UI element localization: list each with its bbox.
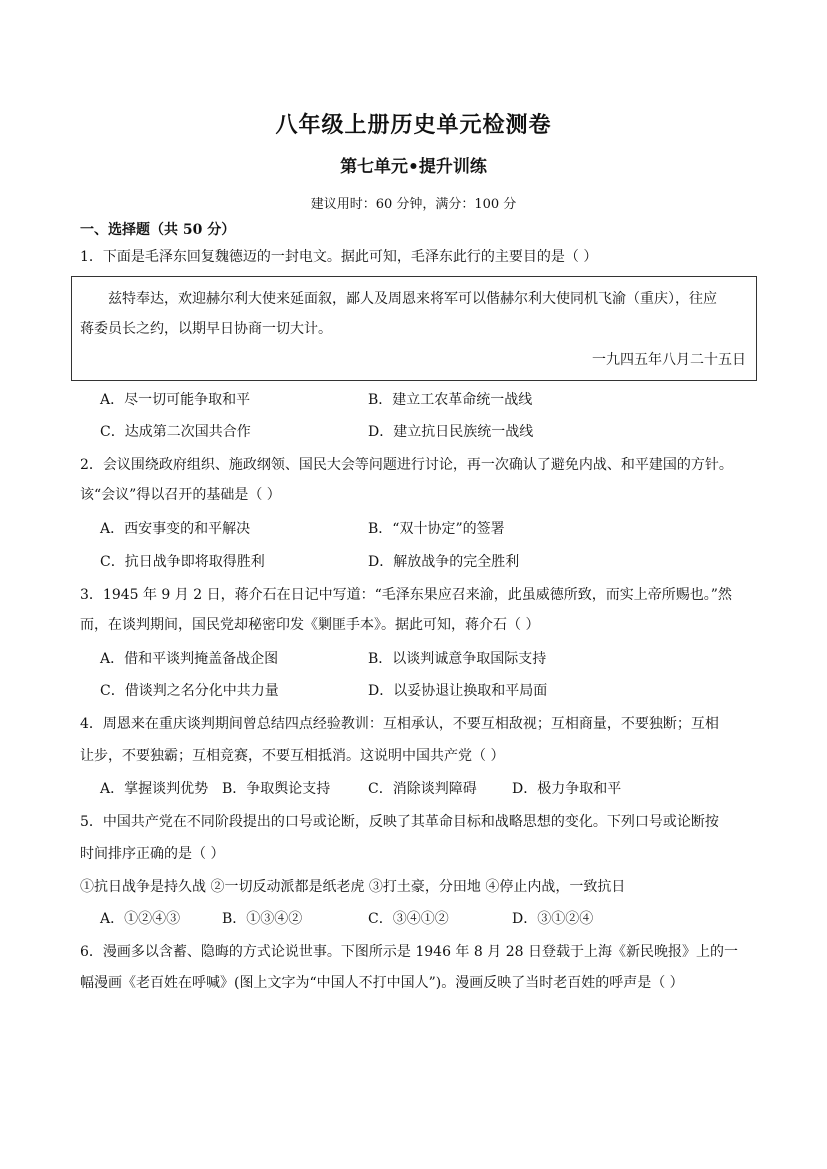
question-5-text-line-2: 时间排序正确的是（ ） — [80, 846, 225, 862]
question-3-option-a[interactable]: A．借和平谈判掩盖备战企图 — [100, 651, 279, 667]
question-4-option-c[interactable]: C．消除谈判障碍 — [368, 781, 477, 797]
question-1-option-c[interactable]: C．达成第二次国共合作 — [100, 424, 251, 440]
question-3-option-b[interactable]: B．以谈判诚意争取国际支持 — [368, 651, 547, 667]
question-5-option-a[interactable]: A．①②④③ — [100, 911, 181, 927]
question-4-option-d[interactable]: D．极力争取和平 — [512, 781, 622, 797]
question-1-text: 1．下面是毛泽东回复魏德迈的一封电文。据此可知，毛泽东此行的主要目的是（ ） — [80, 249, 598, 265]
question-3-option-c[interactable]: C．借谈判之名分化中共力量 — [100, 683, 279, 699]
section-heading: 一、选择题（共 50 分） — [80, 222, 236, 238]
question-1-quote-box — [71, 276, 757, 381]
question-1-option-a[interactable]: A．尽一切可能争取和平 — [100, 392, 251, 408]
question-2-option-d[interactable]: D．解放战争的完全胜利 — [368, 554, 520, 570]
question-2-text-line-1: 2．会议围绕政府组织、施政纲领、国民大会等问题进行讨论，再一次确认了避免内战、和平建国的方针。 — [80, 457, 733, 473]
question-3-option-d[interactable]: D．以妥协退让换取和平局面 — [368, 683, 548, 699]
question-3-text-line-2: 而，在谈判期间，国民党却秘密印发《剿匪手本》。据此可知，蒋介石（ ） — [80, 617, 540, 633]
question-2-option-b[interactable]: B．“双十协定”的签署 — [368, 521, 505, 537]
time-note: 建议用时：60 分钟，满分：100 分 — [310, 197, 517, 212]
question-5-items: ①抗日战争是持久战 ②一切反动派都是纸老虎 ③打土豪，分田地 ④停止内战，一致抗日 — [80, 879, 626, 895]
question-5-option-b[interactable]: B．①③④② — [222, 911, 303, 927]
question-5-text-line-1: 5．中国共产党在不同阶段提出的口号或论断，反映了其革命目标和战略思想的变化。下列口号或论断按 — [80, 814, 719, 830]
page-subtitle: 第七单元•提升训练 — [340, 157, 487, 177]
quote-date: 一九四五年八月二十五日 — [592, 352, 746, 368]
question-4-option-b[interactable]: B．争取舆论支持 — [222, 781, 331, 797]
question-4-text-line-2: 让步，不要独霸；互相竞赛，不要互相抵消。这说明中国共产党（ ） — [80, 748, 505, 764]
question-5-option-d[interactable]: D．③①②④ — [512, 911, 594, 927]
question-6-text-line-1: 6．漫画多以含蓄、隐晦的方式论说世事。下图所示是 1946 年 8 月 28 日登载于上海《新民晚报》上的一 — [80, 944, 738, 960]
question-3-text-line-1: 3．1945 年 9 月 2 日，蒋介石在日记中写道：“毛泽东果应召来渝，此虽威德所致，而实上帝所赐也。”然 — [80, 587, 732, 603]
question-4-option-a[interactable]: A．掌握谈判优势 — [100, 781, 209, 797]
question-1-option-b[interactable]: B．建立工农革命统一战线 — [368, 392, 533, 408]
question-2-text-line-2: 该“会议”得以召开的基础是（ ） — [80, 487, 281, 503]
question-5-option-c[interactable]: C．③④①② — [368, 911, 449, 927]
quote-line-1: 兹特奉达，欢迎赫尔利大使来延面叙，鄙人及周恩来将军可以偕赫尔利大使同机飞渝（重庆），往应 — [108, 291, 717, 307]
question-4-text-line-1: 4．周恩来在重庆谈判期间曾总结四点经验教训：互相承认，不要互相敌视；互相商量，不要独断；互相 — [80, 716, 719, 732]
question-1-option-d[interactable]: D．建立抗日民族统一战线 — [368, 424, 534, 440]
question-2-option-c[interactable]: C．抗日战争即将取得胜利 — [100, 554, 265, 570]
page-title: 八年级上册历史单元检测卷 — [275, 112, 552, 138]
question-2-option-a[interactable]: A．西安事变的和平解决 — [100, 521, 251, 537]
question-6-text-line-2: 幅漫画《老百姓在呼喊》(图上文字为“中国人不打中国人”)。漫画反映了当时老百姓的呼声是（ ） — [80, 975, 684, 991]
quote-line-2: 蒋委员长之约，以期早日协商一切大计。 — [80, 321, 332, 337]
